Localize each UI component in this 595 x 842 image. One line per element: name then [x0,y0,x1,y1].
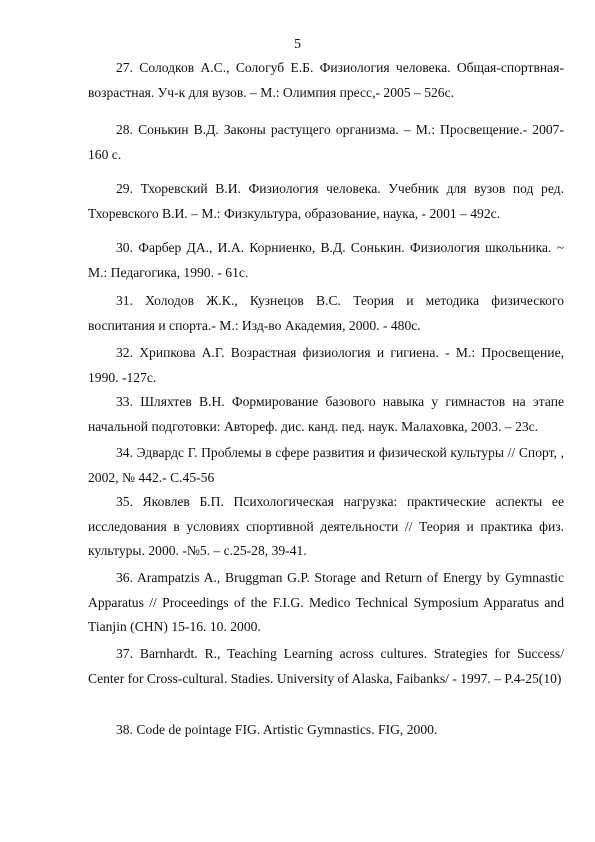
reference-38: 38. Code de pointage FIG. Artistic Gymnastics. FIG, 2000. [116,722,438,737]
reference-32: 32. Хрипкова А.Г. Возрастная физиология и гигиена. - М.: Просвещение, 1990. -127с. [88,345,564,385]
reference-33: 33. Шляхтев В.Н. Формирование базового навыка у гимнастов на этапе начальной подготовки: Автореф. дис. канд. пед. наук. Малаховка, 2003. – 23с. [88,394,564,434]
reference-27: 27. Солодков А.С., Сологуб Е.Б. Физиология человека. Общая-спортвная-возрастная. Уч-к для вузов. – М.: Олимпия пресс,- 2005 – 526с. [88,60,564,100]
reference-34: 34. Эдвардс Г. Проблемы в сфере развития и физической культуры // Спорт, , 2002, № 442.- С.45-56 [88,445,564,485]
page-number: 5 [294,37,301,52]
reference-35: 35. Яковлев Б.П. Психологическая нагрузка: практические аспекты ее исследования в условиях спортивной деятельности // Теория и практика физ. культуры. 2000. -№5. – с.25-28, 39-41. [88,494,564,558]
reference-36: 36. Arampatzis A., Bruggman G.P. Storage and Return of Energy by Gymnastic Apparatus // Proceedings of the F.I.G. Medico Technical Symposium Apparatus and Tianjin (CHN) 15-16. 10. 2000. [88,570,564,634]
reference-30: 30. Фарбер ДА., И.А. Корниенко, В.Д. Сонькин. Физиология школьника. ~ М.: Педагогика, 1990. - 61с. [88,240,564,280]
reference-31: 31. Холодов Ж.К., Кузнецов В.С. Теория и методика физического воспитания и спорта.- М.: Изд-во Академия, 2000. - 480с. [88,293,564,333]
reference-37: 37. Barnhardt. R., Teaching Learning across cultures. Strategies for Success/ Center for Cross-cultural. Stadies. University of Alaska, Faibanks/ - 1997. – P.4-25(10) [88,646,564,686]
reference-28: 28. Сонькин В.Д. Законы растущего организма. – М.: Просвещение.- 2007-160 с. [88,122,564,162]
reference-29: 29. Тхоревский В.И. Физиология человека. Учебник для вузов под ред. Тхоревского В.И. – М.: Физкультура, образование, наука, - 2001 – 492с. [88,181,564,221]
